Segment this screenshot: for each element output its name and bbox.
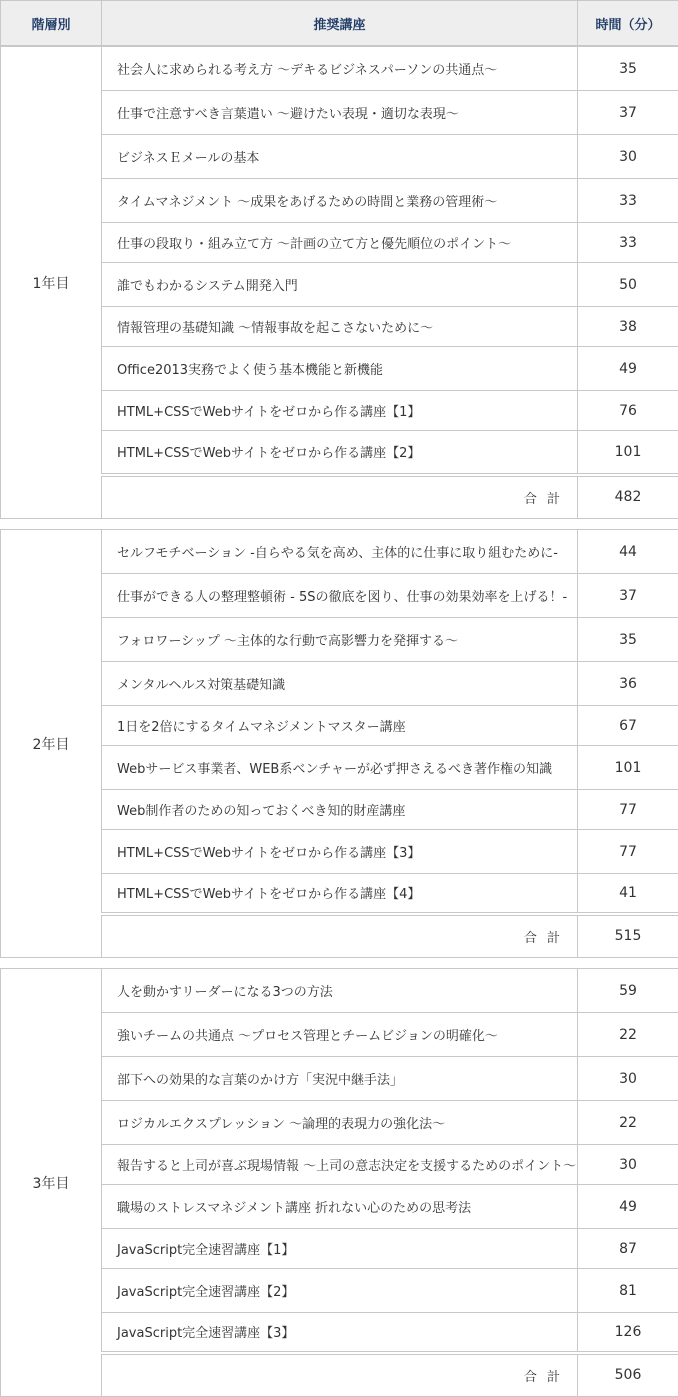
- course-row: [1, 391, 678, 431]
- header-row: [1, 1, 678, 46]
- course-row: [1, 574, 678, 618]
- course-header: 推奨講座: [102, 1, 578, 46]
- course-row: [1, 263, 678, 307]
- course-row: [1, 91, 678, 135]
- course-title: 職場のストレスマネジメント講座 折れない心のための思考法: [102, 1185, 578, 1229]
- course-row: [1, 706, 678, 746]
- course-minutes: 35: [578, 47, 678, 91]
- course-minutes: 22: [578, 1013, 678, 1057]
- header-table: [0, 0, 678, 46]
- course-minutes: 87: [578, 1229, 678, 1269]
- course-minutes: 50: [578, 263, 678, 307]
- course-minutes: 35: [578, 618, 678, 662]
- course-minutes: 37: [578, 574, 678, 618]
- course-title: 人を動かすリーダーになる3つの方法: [102, 969, 578, 1013]
- section-gap: [0, 958, 678, 968]
- course-row: [1, 431, 678, 475]
- course-title: タイムマネジメント 〜成果をあげるための時間と業務の管理術〜: [102, 179, 578, 223]
- course-title: HTML+CSSでWebサイトをゼロから作る講座【4】: [102, 874, 578, 914]
- course-title: メンタルヘルス対策基礎知識: [102, 662, 578, 706]
- course-row: [1, 790, 678, 830]
- course-minutes: 38: [578, 307, 678, 347]
- course-row: [1, 969, 678, 1013]
- course-minutes: 76: [578, 391, 678, 431]
- course-minutes: 22: [578, 1101, 678, 1145]
- section-gap: [0, 519, 678, 529]
- course-row: [1, 1013, 678, 1057]
- course-title: 強いチームの共通点 〜プロセス管理とチームビジョンの明確化〜: [102, 1013, 578, 1057]
- course-row: [1, 530, 678, 574]
- course-minutes: 77: [578, 830, 678, 874]
- time-header: 時間（分）: [578, 1, 678, 46]
- course-title: HTML+CSSでWebサイトをゼロから作る講座【1】: [102, 391, 578, 431]
- course-title: JavaScript完全速習講座【3】: [102, 1313, 578, 1353]
- course-title: フォロワーシップ 〜主体的な行動で高影響力を発揮する〜: [102, 618, 578, 662]
- section-table: [0, 968, 678, 1397]
- course-row: [1, 1145, 678, 1185]
- course-title: 仕事の段取り・組み立て方 〜計画の立て方と優先順位のポイント〜: [102, 223, 578, 263]
- course-row: [1, 874, 678, 914]
- course-minutes: 77: [578, 790, 678, 830]
- level-cell: 3年目: [1, 969, 102, 1397]
- section-table: [0, 529, 678, 958]
- level-header: 階層別: [1, 1, 102, 46]
- course-title: Web制作者のための知っておくべき知的財産講座: [102, 790, 578, 830]
- course-row: [1, 1101, 678, 1145]
- total-minutes: 506: [578, 1353, 678, 1397]
- course-minutes: 41: [578, 874, 678, 914]
- total-row: [1, 914, 678, 958]
- course-minutes: 30: [578, 1057, 678, 1101]
- course-row: [1, 618, 678, 662]
- total-label: 合 計: [102, 1353, 578, 1397]
- course-title: 誰でもわかるシステム開発入門: [102, 263, 578, 307]
- course-minutes: 49: [578, 1185, 678, 1229]
- course-minutes: 44: [578, 530, 678, 574]
- course-minutes: 30: [578, 1145, 678, 1185]
- total-label: 合 計: [102, 475, 578, 519]
- course-row: [1, 307, 678, 347]
- course-row: [1, 1269, 678, 1313]
- course-row: [1, 1057, 678, 1101]
- course-minutes: 33: [578, 179, 678, 223]
- course-title: 情報管理の基礎知識 〜情報事故を起こさないために〜: [102, 307, 578, 347]
- course-title: JavaScript完全速習講座【2】: [102, 1269, 578, 1313]
- course-minutes: 67: [578, 706, 678, 746]
- course-minutes: 37: [578, 91, 678, 135]
- course-title: ロジカルエクスプレッション 〜論理的表現力の強化法〜: [102, 1101, 578, 1145]
- course-title: Webサービス事業者、WEB系ベンチャーが必ず押さえるべき著作権の知識: [102, 746, 578, 790]
- course-title: 社会人に求められる考え方 〜デキるビジネスパーソンの共通点〜: [102, 47, 578, 91]
- course-row: [1, 1313, 678, 1353]
- total-minutes: 482: [578, 475, 678, 519]
- course-row: [1, 1229, 678, 1269]
- course-title: Office2013実務でよく使う基本機能と新機能: [102, 347, 578, 391]
- course-title: ビジネスＥメールの基本: [102, 135, 578, 179]
- total-label: 合 計: [102, 914, 578, 958]
- course-row: [1, 223, 678, 263]
- course-title: 仕事ができる人の整理整頓術 - 5Sの徹底を図り、仕事の効果効率を上げる！-: [102, 574, 578, 618]
- course-row: [1, 662, 678, 706]
- course-row: [1, 1185, 678, 1229]
- course-minutes: 81: [578, 1269, 678, 1313]
- total-minutes: 515: [578, 914, 678, 958]
- sections-container: [0, 46, 678, 1397]
- course-minutes: 36: [578, 662, 678, 706]
- course-title: 1日を2倍にするタイムマネジメントマスター講座: [102, 706, 578, 746]
- section-table: [0, 46, 678, 519]
- course-minutes: 101: [578, 746, 678, 790]
- level-cell: 2年目: [1, 530, 102, 958]
- course-title: HTML+CSSでWebサイトをゼロから作る講座【2】: [102, 431, 578, 475]
- course-row: [1, 135, 678, 179]
- course-minutes: 59: [578, 969, 678, 1013]
- course-row: [1, 830, 678, 874]
- course-row: [1, 347, 678, 391]
- course-title: 部下への効果的な言葉のかけ方「実況中継手法」: [102, 1057, 578, 1101]
- total-row: [1, 1353, 678, 1397]
- course-minutes: 49: [578, 347, 678, 391]
- course-title: 報告すると上司が喜ぶ現場情報 〜上司の意志決定を支援するためのポイント〜: [102, 1145, 578, 1185]
- course-row: [1, 47, 678, 91]
- course-title: 仕事で注意すべき言葉遣い 〜避けたい表現・適切な表現〜: [102, 91, 578, 135]
- course-title: HTML+CSSでWebサイトをゼロから作る講座【3】: [102, 830, 578, 874]
- course-minutes: 33: [578, 223, 678, 263]
- course-minutes: 101: [578, 431, 678, 475]
- course-row: [1, 746, 678, 790]
- level-cell: 1年目: [1, 47, 102, 519]
- course-title: セルフモチベーション -自らやる気を高め、主体的に仕事に取り組むために-: [102, 530, 578, 574]
- course-title: JavaScript完全速習講座【1】: [102, 1229, 578, 1269]
- course-row: [1, 179, 678, 223]
- total-row: [1, 475, 678, 519]
- course-minutes: 126: [578, 1313, 678, 1353]
- course-minutes: 30: [578, 135, 678, 179]
